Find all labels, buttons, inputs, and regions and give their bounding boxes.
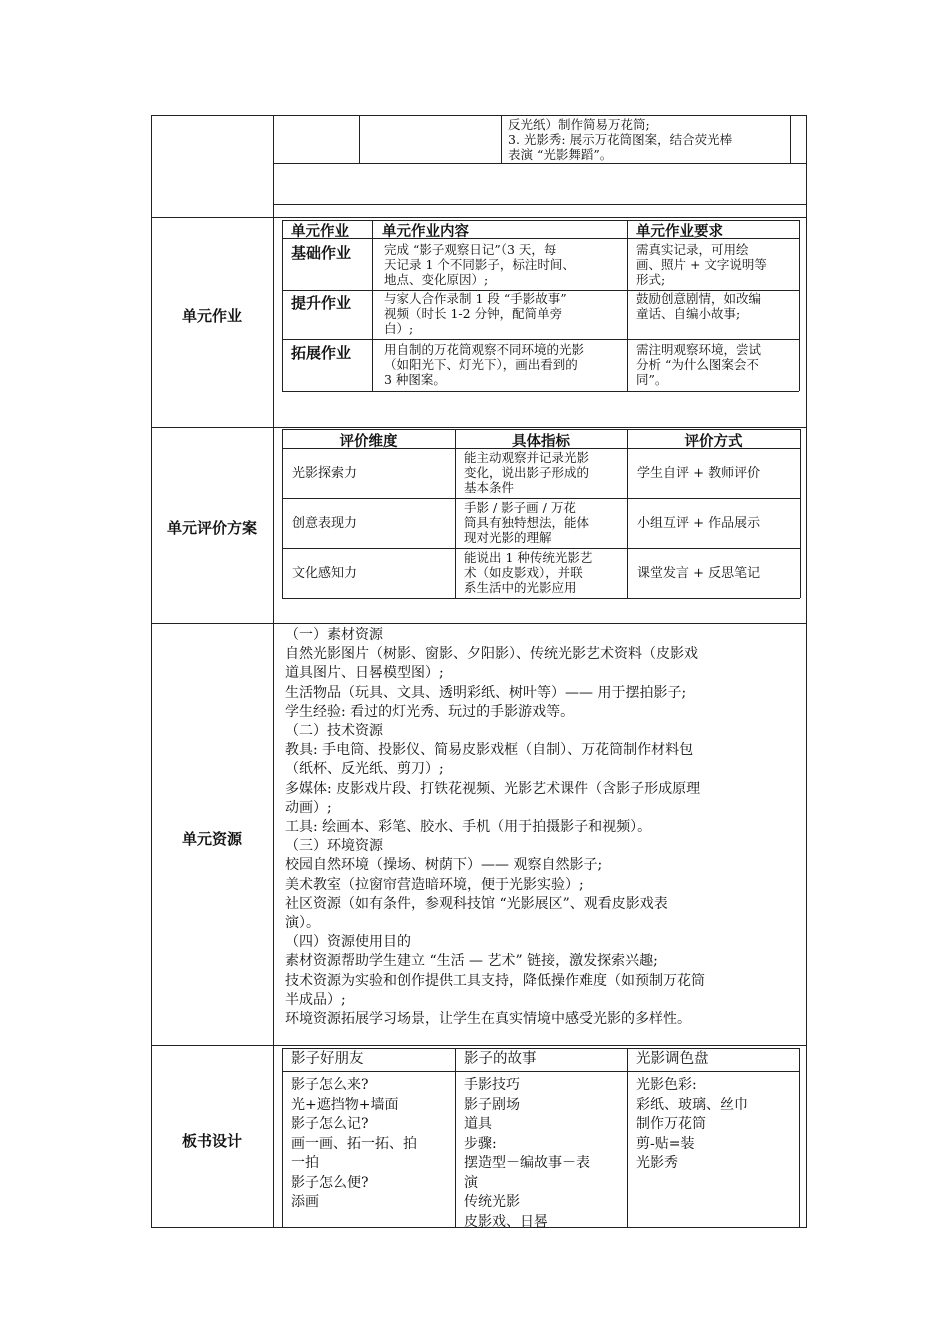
top-row-text <box>508 117 788 162</box>
resources-line: 技术资源为实验和创作提供工具支持，降低操作难度（如预制万花筒 <box>285 972 705 989</box>
resources-line: （三）环境资源 <box>285 838 383 855</box>
top-row-line: 3. 光影秀: 展示万花筒图案，结合荧光棒 <box>508 132 733 147</box>
label-column-divider <box>273 115 274 1227</box>
row-divider-4 <box>151 1045 807 1046</box>
homework-row-requirement: 需注明观察环境，尝试 分析 “为什么图案会不 同”。 <box>636 342 762 387</box>
resources-line: 工具: 绘画本、彩笔、胶水、手机（用于拍摄影子和视频）。 <box>285 819 652 836</box>
top-row-line: 反光纸）制作简易万花筒; <box>508 117 650 132</box>
resources-line: 动画）; <box>285 799 332 816</box>
resources-line: 自然光影图片（树影、窗影、夕阳影）、传统光影艺术资料（皮影戏 <box>285 646 698 663</box>
homework-row-type: 拓展作业 <box>291 344 352 362</box>
row-divider-3 <box>151 623 807 624</box>
homework-label: 单元作业 <box>181 307 242 325</box>
outer-left-border <box>151 115 152 1227</box>
board-column-2-body: 手影技巧 影子剧场 道具 步骤: 摆造型－编故事－表 演 传统光影 皮影戏、日晷 <box>464 1077 590 1230</box>
resources-line: 半成品）; <box>285 991 346 1008</box>
evaluation-label: 单元评价方案 <box>166 519 257 537</box>
evaluation-header-indicator: 具体指标 <box>512 434 570 450</box>
homework-row-requirement: 鼓励创意剧情，如改编 童话、自编小故事; <box>636 291 762 321</box>
evaluation-row-method: 课堂发言 + 反思笔记 <box>637 566 761 581</box>
top-row-line: 表演 “光影舞蹈”。 <box>508 147 613 162</box>
resources-line: （一）素材资源 <box>285 627 383 643</box>
resources-line: （纸杯、反光纸、剪刀）; <box>285 761 444 778</box>
evaluation-row-dimension: 创意表现力 <box>292 516 358 531</box>
resources-line: 社区资源（如有条件，参观科技馆 “光影展区”、观看皮影戏表 <box>285 895 668 912</box>
homework-row-requirement: 需真实记录，可用绘 画、照片 + 文字说明等 形式; <box>636 242 767 287</box>
homework-row-content: 完成 “影子观察日记”（3 天，每 天记录 1 个不同影子，标注时间、 地点、变化原因）; <box>384 242 575 287</box>
resources-line: 素材资源帮助学生建立 “生活 — 艺术” 链接，激发探索兴趣; <box>285 953 658 970</box>
board-column-title: 影子好朋友 <box>291 1051 364 1067</box>
resources-line: 校园自然环境（操场、树荫下）—— 观察自然影子; <box>285 857 603 874</box>
evaluation-header-dimension: 评价维度 <box>339 434 398 450</box>
outer-top-border <box>151 115 807 116</box>
homework-row-content: 用自制的万花筒观察不同环境的光影 （如阳光下、灯光下），画出看到的 3 种图案。 <box>384 342 585 387</box>
evaluation-header-method: 评价方式 <box>684 434 743 450</box>
homework-row-content: 与家人合作录制 1 段 “手影故事” 视频（时长 1-2 分钟，配简单旁 白）; <box>384 291 567 336</box>
resources-line: 学生经验: 看过的灯光秀、玩过的手影游戏等。 <box>285 703 575 720</box>
board-column-1-body: 影子怎么来? 光+遮挡物+墙面 影子怎么记? 画一画、拓一拓、拍 一拍 影子怎么便? 添画 <box>291 1077 417 1210</box>
evaluation-row-indicator: 能说出 1 种传统光影艺 术（如皮影戏），并联 系生活中的光影应用 <box>464 550 593 595</box>
evaluation-row-dimension: 光影探索力 <box>292 466 358 481</box>
evaluation-row-indicator: 手影 / 影子画 / 万花 筒具有独特想法，能体 现对光影的理解 <box>464 500 590 545</box>
evaluation-row-method: 小组互评 + 作品展示 <box>637 516 761 531</box>
resources-line: 美术教室（拉窗帘营造暗环境，便于光影实验）; <box>285 876 584 893</box>
homework-header-content: 单元作业内容 <box>382 224 469 240</box>
row-divider-2 <box>151 427 807 428</box>
resources-line: 环境资源拓展学习场景，让学生在真实情境中感受光影的多样性。 <box>285 1011 691 1028</box>
evaluation-row-method: 学生自评 + 教师评价 <box>637 466 761 481</box>
homework-header-requirement: 单元作业要求 <box>636 224 723 240</box>
evaluation-row-dimension: 文化感知力 <box>292 566 358 581</box>
resources-line: 道具图片、日晷模型图）; <box>285 665 444 682</box>
resources-line: （四）资源使用目的 <box>285 934 411 951</box>
board-column-3-body: 光影色彩: 彩纸、玻璃、丝巾 制作万花筒 剪-贴=装 光影秀 <box>636 1077 748 1171</box>
homework-header-type: 单元作业 <box>291 224 349 240</box>
outer-right-border <box>806 115 807 1227</box>
homework-row-type: 提升作业 <box>291 294 352 312</box>
board-column-title: 影子的故事 <box>464 1051 537 1067</box>
homework-row-type: 基础作业 <box>291 244 352 262</box>
resources-line: 生活物品（玩具、文具、透明彩纸、树叶等）—— 用于摆拍影子; <box>285 684 687 701</box>
evaluation-row-indicator: 能主动观察并记录光影 变化，说出影子形成的 基本条件 <box>464 450 590 495</box>
board-label: 板书设计 <box>181 1132 242 1150</box>
resources-text <box>285 626 800 1029</box>
resources-line: 教具: 手电筒、投影仪、简易皮影戏框（自制）、万花筒制作材料包 <box>285 742 694 759</box>
row-divider-1 <box>151 217 807 218</box>
resources-line: （二）技术资源 <box>285 723 383 740</box>
board-column-title: 光影调色盘 <box>636 1051 709 1067</box>
resources-line: 多媒体: 皮影戏片段、打铁花视频、光影艺术课件（含影子形成原理 <box>285 780 701 797</box>
resources-label: 单元资源 <box>181 830 242 848</box>
resources-line: 演）。 <box>285 915 320 932</box>
